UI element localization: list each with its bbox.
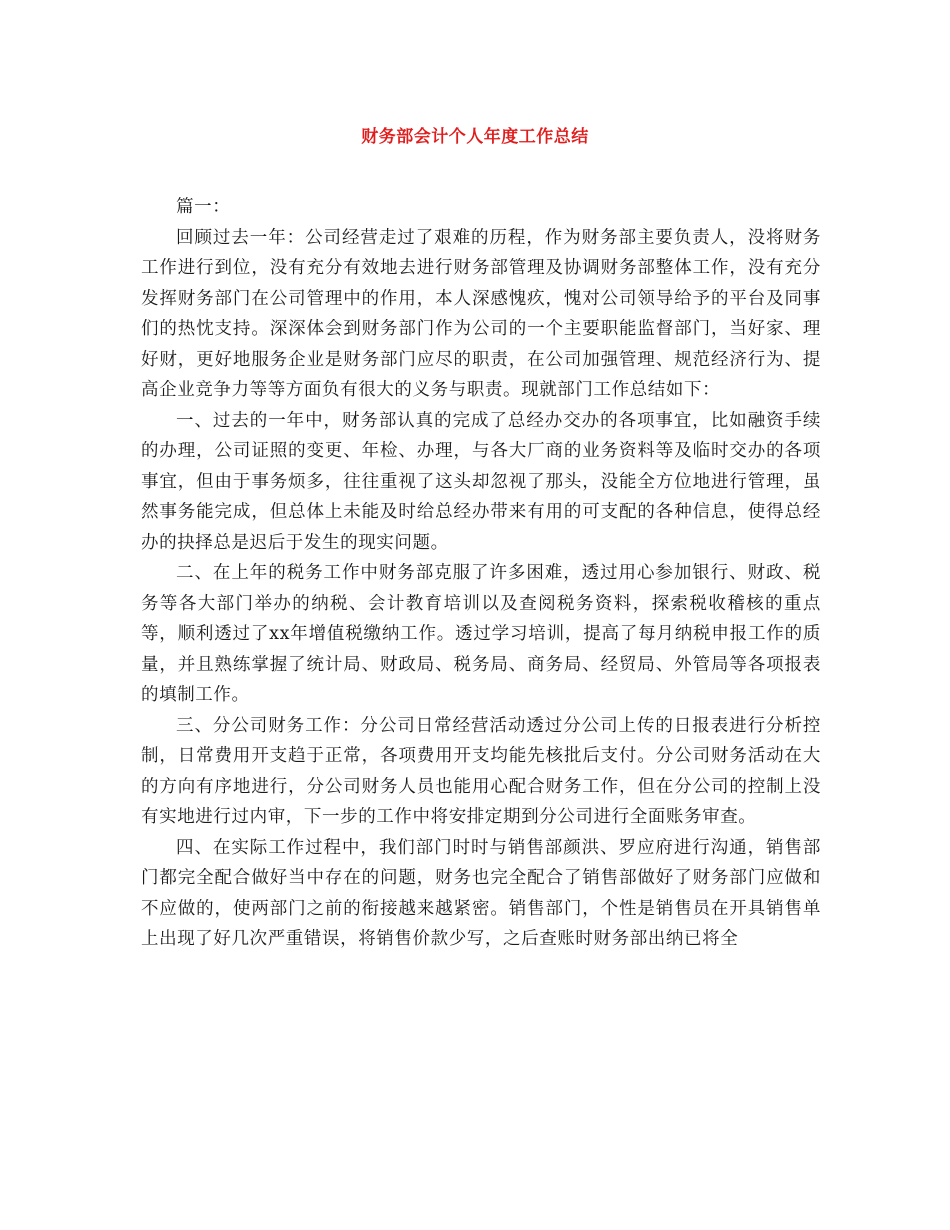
paragraph-item-2: 二、在上年的税务工作中财务部克服了许多困难，透过用心参加银行、财政、税务等各大部门举办的纳税、会计教育培训以及查阅税务资料，探索税收稽核的重点等，顺利透过了xx年增值税缴纳工作。透过学习培训，提高了每月纳税申报工作的质量，并且熟练掌握了统计局、财政局、税务局、商务局、经贸局、外管局等各项报表的填制工作。 bbox=[141, 563, 821, 705]
paragraph-intro: 回顾过去一年：公司经营走过了艰难的历程，作为财务部主要负责人，没将财务工作进行到位，没有充分有效地去进行财务部管理及协调财务部整体工作，没有充分发挥财务部门在公司管理中的作用，本人深感愧疚，愧对公司领导给予的平台及同事们的热忱支持。深深体会到财务部门作为公司的一个主要职能监督部门，当好家、理好财，更好地服务企业是财务部门应尽的职责，在公司加强管理、规范经济行为、提高企业竞争力等等方面负有很大的义务与职责。现就部门工作总结如下： bbox=[141, 227, 821, 400]
paragraph-heading: 篇一： bbox=[176, 197, 231, 217]
paragraph-item-4: 四、在实际工作过程中，我们部门时时与销售部颜洪、罗应府进行沟通，销售部门都完全配合做好当中存在的问题，财务也完全配合了销售部做好了财务部门应做和不应做的，使两部门之前的衔接越来越紧密。销售部门，个性是销售员在开具销售单上出现了好几次严重错误，将销售价款少写，之后查账时财务部出纳已将全 bbox=[141, 837, 821, 949]
document-title: 财务部会计个人年度工作总结 bbox=[361, 127, 589, 147]
paragraph-item-3: 三、分公司财务工作：分公司日常经营活动透过分公司上传的日报表进行分析控制，日常费用开支趋于正常，各项费用开支均能先核批后支付。分公司财务活动在大的方向有序地进行，分公司财务人员也能用心配合财务工作，但在分公司的控制上没有实地进行过内审，下一步的工作中将安排定期到分公司进行全面账务审查。 bbox=[141, 715, 821, 827]
paragraph-item-1: 一、过去的一年中，财务部认真的完成了总经办交办的各项事宜，比如融资手续的办理，公司证照的变更、年检、办理，与各大厂商的业务资料等及临时交办的各项事宜，但由于事务烦多，往往重视了这头却忽视了那头，没能全方位地进行管理，虽然事务能完成，但总体上未能及时给总经办带来有用的可支配的各种信息，使得总经办的抉择总是迟后于发生的现实问题。 bbox=[141, 410, 821, 553]
document-body bbox=[141, 192, 821, 955]
